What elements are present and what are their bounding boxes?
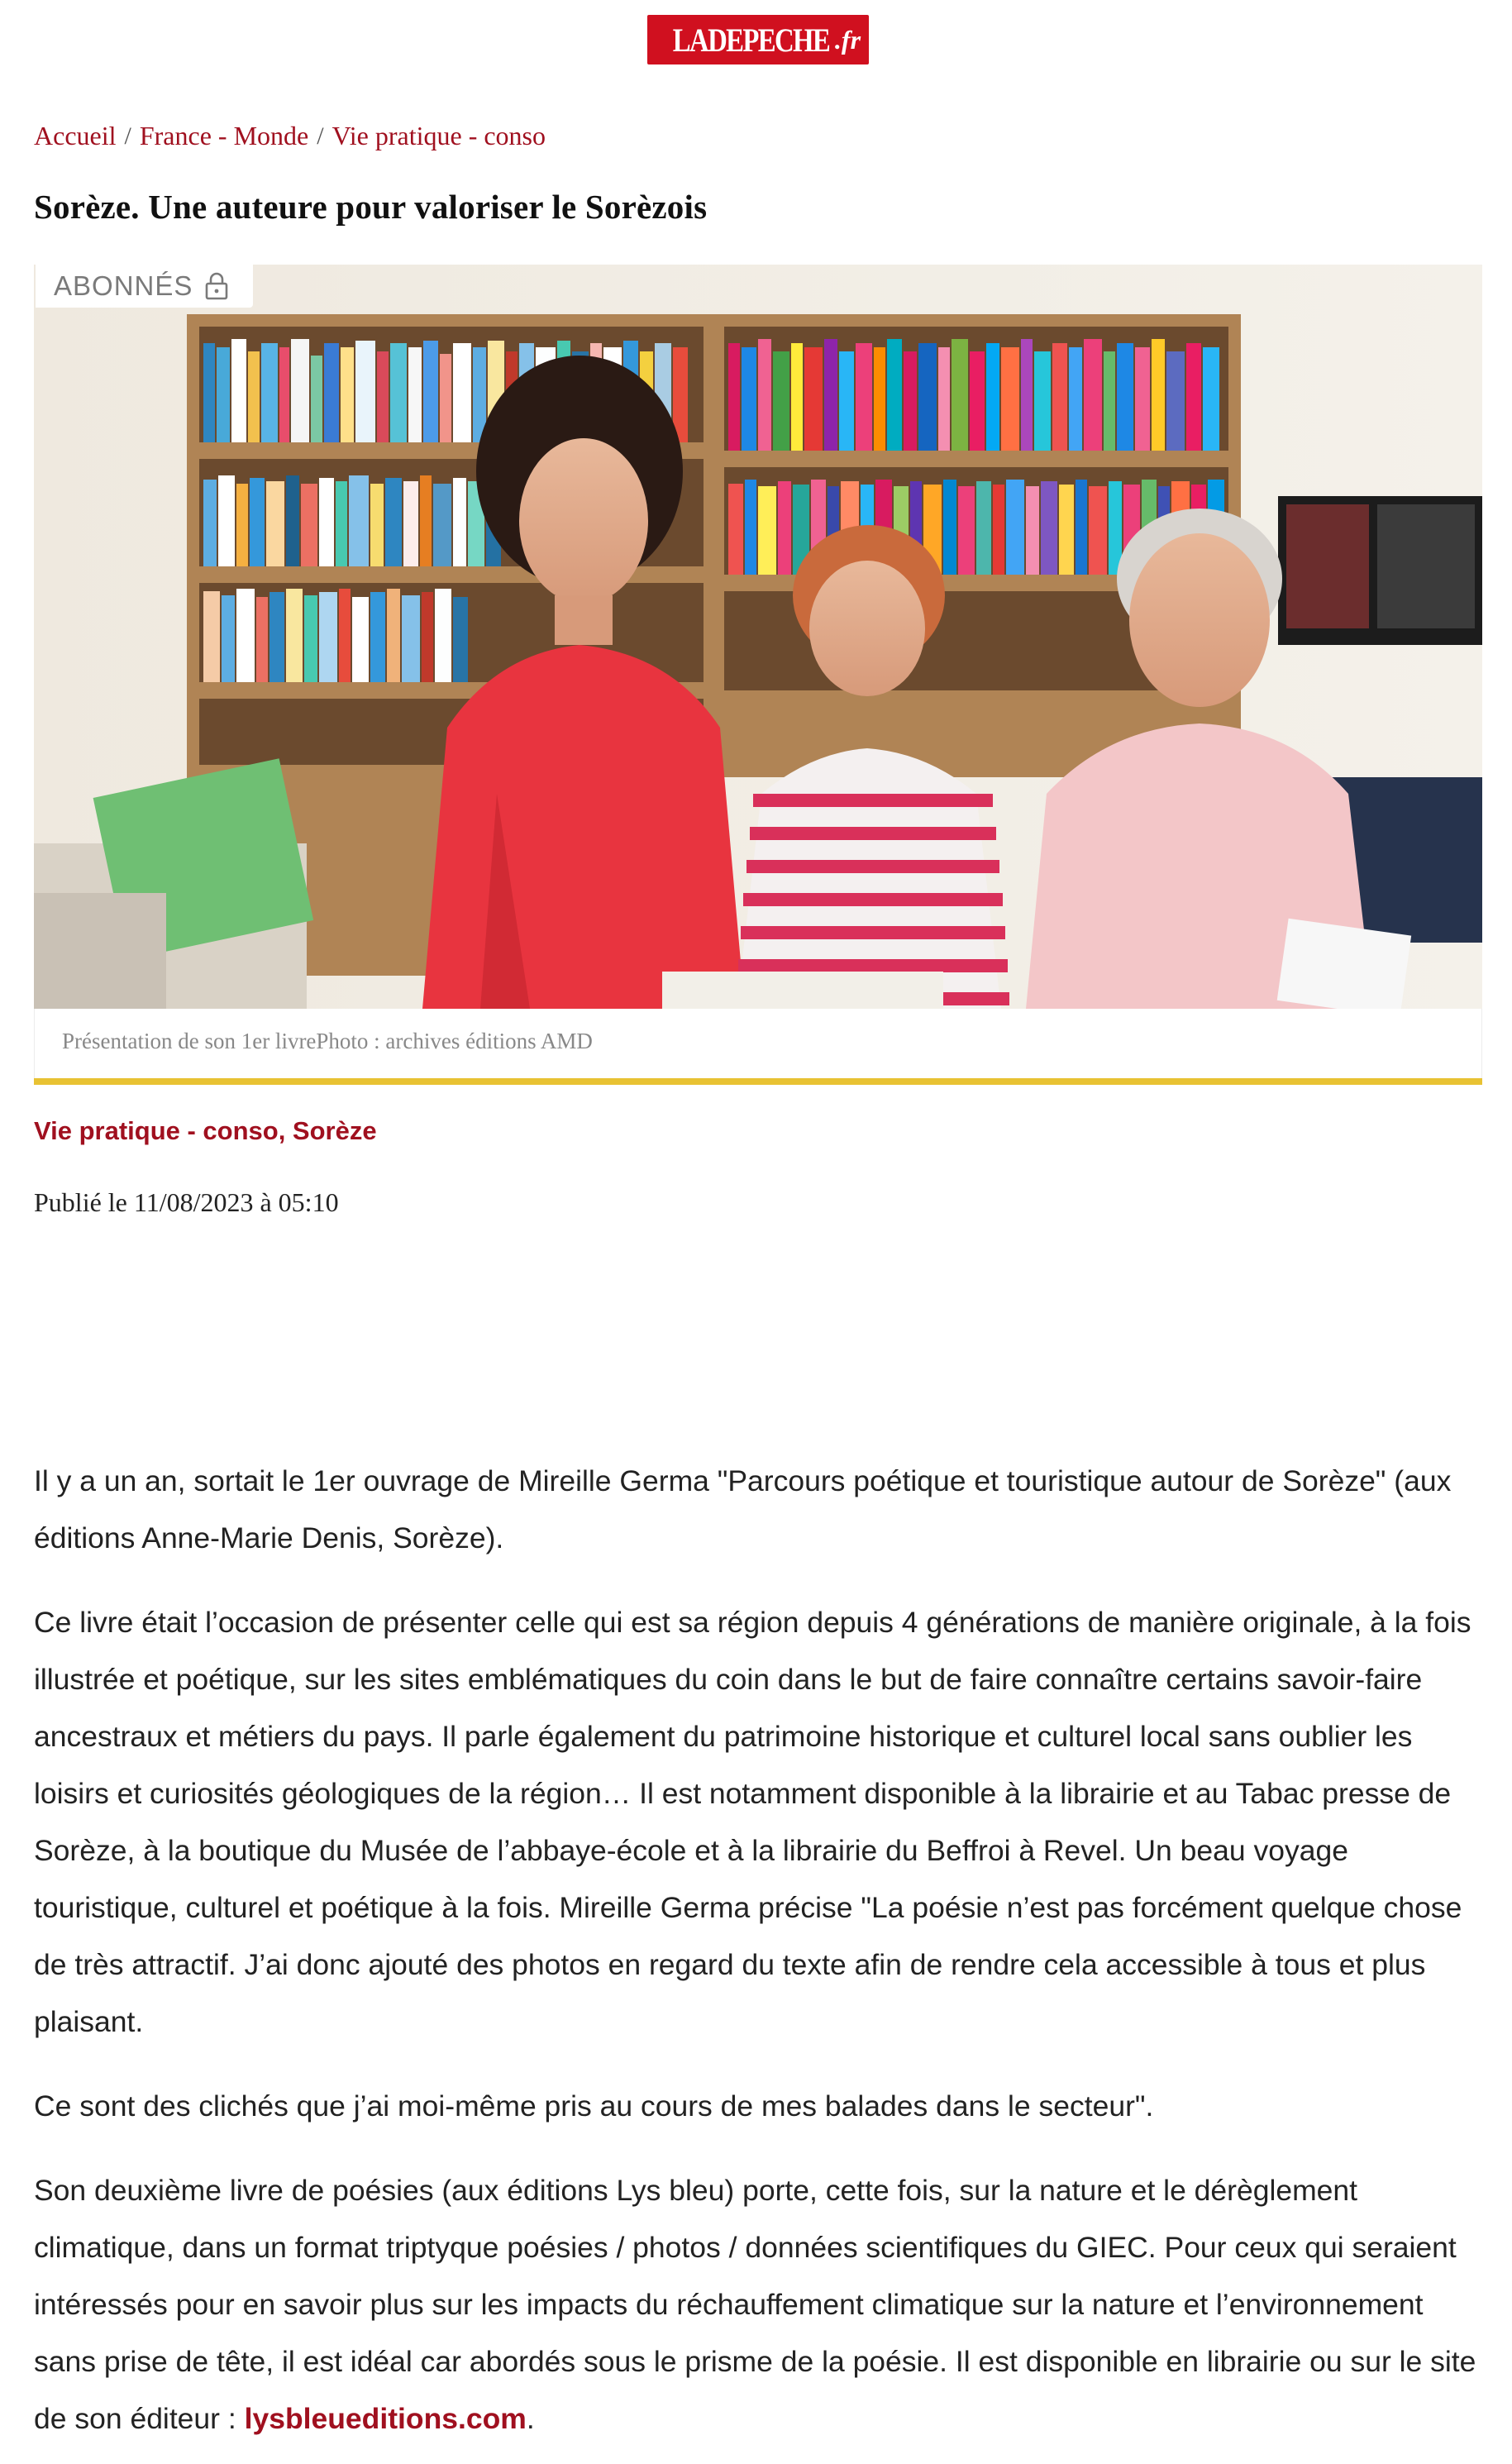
logo-suffix: .fr [834,24,861,55]
article-photo[interactable] [34,265,1482,1009]
site-logo[interactable] [647,15,869,64]
breadcrumb [34,121,546,151]
photo-illustration [34,265,1482,1009]
article-figure [34,265,1482,1085]
breadcrumb-separator: / [124,122,131,150]
lock-icon [204,272,229,300]
photo-caption-bar [34,1009,1482,1078]
logo-wordmark: LADEPECHE [672,21,830,59]
subscriber-badge [36,265,253,308]
article-paragraph-text: Son deuxième livre de poésies (aux éditions Lys bleu) porte, cette fois, sur la nature et le dérèglement climatique, dans un format triptyque poésies / photos / données scientifiques du GIEC. Pour ceux qui seraient intéressés pour en savoir plus sur les impacts du réchauffement climatique sur la nature et l’environnement sans prise de tête, il est idéal car abordés sous le prisme de la poésie. Il est disponible en librairie ou sur le site de son éditeur : [34,2174,1476,2435]
caption-accent-line [34,1078,1482,1085]
breadcrumb-vie-pratique[interactable]: Vie pratique - conso [331,121,546,150]
publisher-link[interactable]: lysbleueditions.com [244,2402,527,2435]
article-paragraph: Ce sont des clichés que j’ai moi-même pris au cours de mes balades dans le secteur". [34,2089,1154,2123]
breadcrumb-separator: / [317,122,324,150]
article-categories[interactable]: Vie pratique - conso, Sorèze [34,1116,377,1145]
article-paragraph: Ce livre était l’occasion de présenter celle qui est sa région depuis 4 générations de manière originale, à la fois illustrée et poétique, sur les sites emblématiques du coin dans le but de faire connaître certains savoir-faire ancestraux et métiers du pays. Il parle également du patrimoine historique et culturel local sans oublier les loisirs et curiosités géologiques de la région… Il est notamment disponible à la librairie et au Tabac presse de Sorèze, à la boutique du Musée de l’abbaye-école et à la librairie du Beffroi à Revel. Un beau voyage touristique, culturel et poétique à la fois. Mireille Germa précise "La poésie n’est pas forcément quelque chose de très attractif. J’ai donc ajouté des photos en regard du texte afin de rendre cela accessible à tous et plus plaisant. [34,1606,1471,2038]
breadcrumb-france-monde[interactable]: France - Monde [139,121,309,150]
article-body [34,1453,1485,2464]
article-paragraph-tail: . [526,2402,535,2435]
article-title: Sorèze. Une auteure pour valoriser le Sorèzois [34,188,708,226]
article-paragraph-last [34,2162,1485,2447]
breadcrumb-home[interactable]: Accueil [34,121,117,150]
photo-caption: Présentation de son 1er livrePhoto : archives éditions AMD [62,1029,593,1053]
publication-date: Publié le 11/08/2023 à 05:10 [34,1187,339,1217]
article-paragraph: Il y a un an, sortait le 1er ouvrage de Mireille Germa "Parcours poétique et touristique autour de Sorèze" (aux éditions Anne-Marie Denis, Sorèze). [34,1464,1452,1554]
site-header [0,0,1512,99]
subscriber-badge-label: ABONNÉS [54,270,193,301]
